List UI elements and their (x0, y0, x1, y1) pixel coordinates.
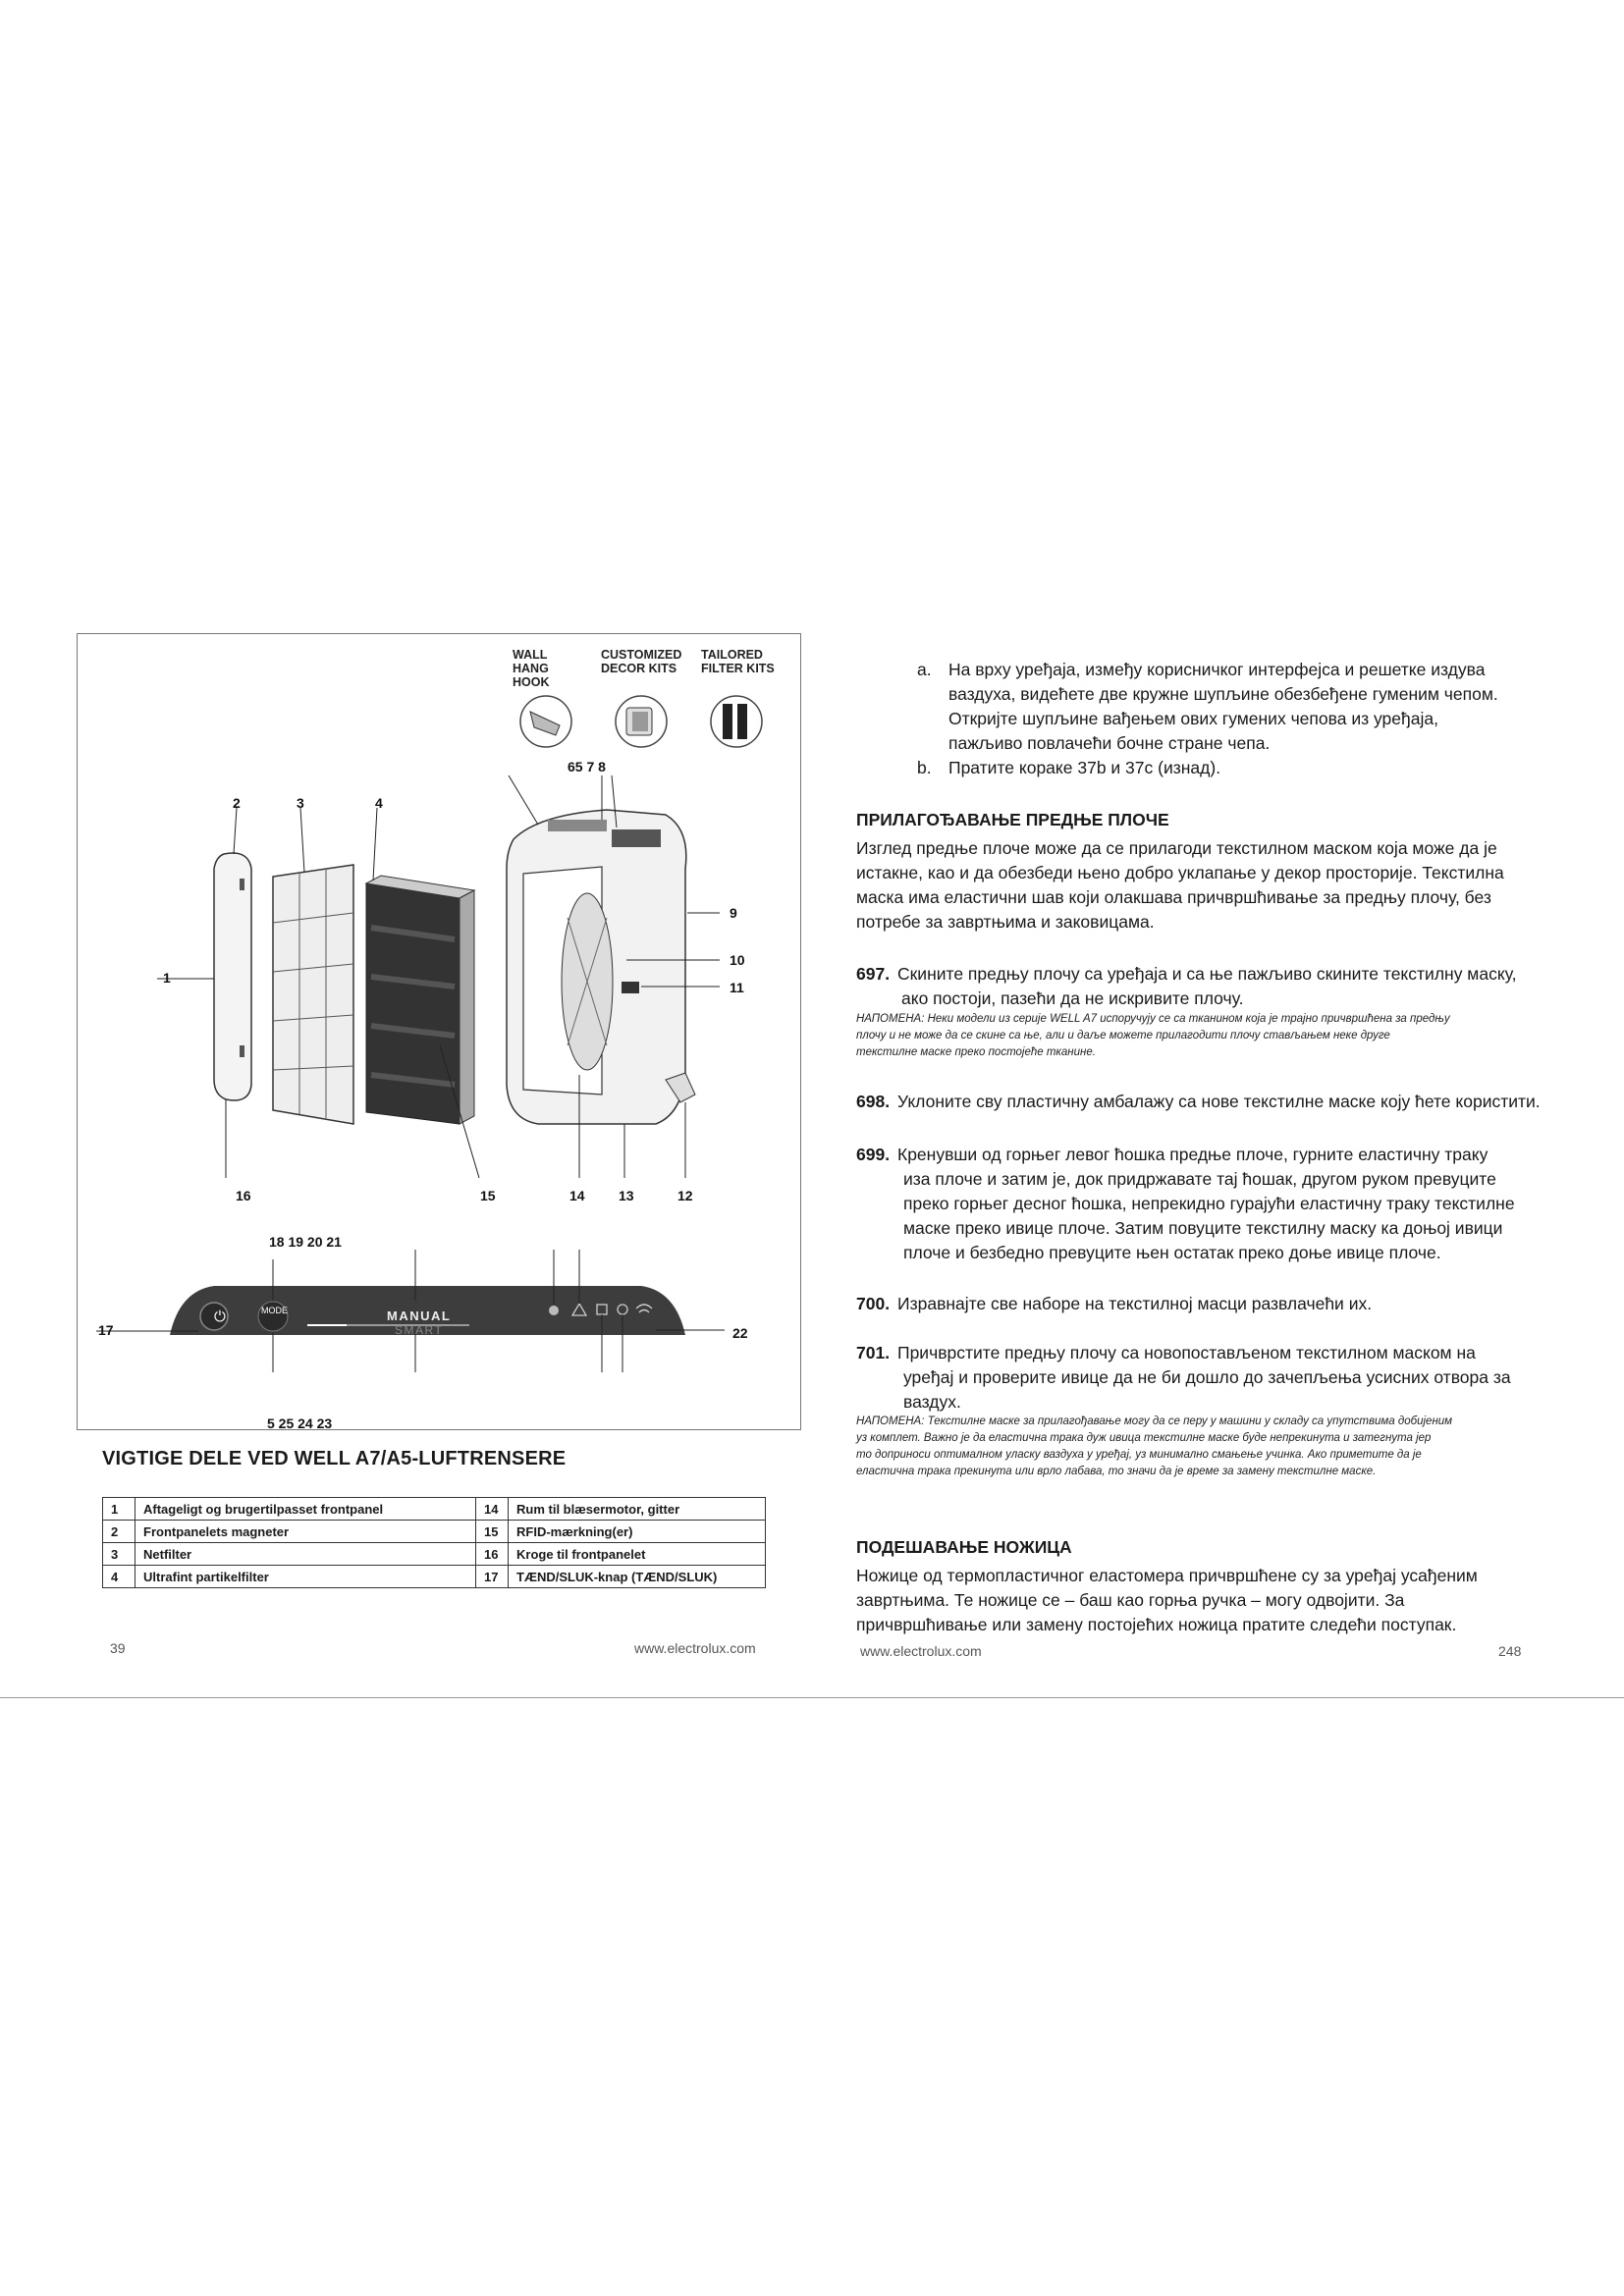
table-cell: 17 (476, 1566, 509, 1588)
table-cell: Rum til blæsermotor, gitter (509, 1498, 766, 1521)
accessory-label-wall-hang-hook: WALL HANG HOOK (513, 648, 550, 689)
step-line: ваздух. (903, 1392, 961, 1412)
item-b-label: b. (917, 758, 932, 777)
page-bottom-rule (0, 1697, 1624, 1698)
table-cell: 14 (476, 1498, 509, 1521)
table-cell: Frontpanelets magneter (135, 1521, 476, 1543)
para-line: истакне, као и да обезбеди њено добро уклапање у декор просторије. Текстилна (856, 863, 1504, 882)
table-cell: 3 (103, 1543, 135, 1566)
step-701-text (897, 1341, 1534, 1415)
note-line: НАПОМЕНА: Текстилне маске за прилагођавање могу да се перу у машини у складу са упутствима добијеним (856, 1415, 1453, 1427)
callout-1: 1 (163, 970, 171, 986)
callout-11: 11 (730, 980, 744, 995)
note-line: то доприноси оптималном уласку ваздуха у уређај, уз минимално смањење учинка. Ако приметите да је (856, 1449, 1422, 1461)
callout-3: 3 (297, 795, 304, 811)
item-a-line: пажљиво повлачећи бочне стране чепа. (948, 733, 1271, 753)
filter-kit-icon (711, 696, 762, 747)
item-a-label: a. (917, 660, 932, 679)
front-panel-part (214, 853, 251, 1100)
step-697-text (897, 962, 1536, 1011)
callout-18-21: 18 19 20 21 (269, 1234, 342, 1250)
table-row (103, 1566, 766, 1588)
table-row (103, 1498, 766, 1521)
callout-13: 13 (619, 1188, 634, 1203)
note-701 (856, 1414, 1534, 1480)
table-row (103, 1521, 766, 1543)
table-cell: Netfilter (135, 1543, 476, 1566)
table-cell: Aftageligt og brugertilpasset frontpanel (135, 1498, 476, 1521)
table-row (103, 1543, 766, 1566)
decor-kit-icon (616, 696, 667, 747)
para-line: завртњима. Те ножице се – баш као горња ручка – могу одвојити. За (856, 1590, 1405, 1610)
para-line: Изглед предње плоче може да се прилагоди текстилном маском која може да је (856, 838, 1497, 858)
para-line: Ножице од термопластичног еластомера причвршћене су за уређај усађеним (856, 1566, 1478, 1585)
item-a-line: На врху уређаја, између корисничког интерфејса и решетке издува (948, 660, 1486, 679)
note-line: текстилне маске преко постојеће тканине. (856, 1046, 1096, 1058)
note-line: плочу и не може да се скине са ње, али и даље можете прилагодити плочу стављањем неке друге (856, 1030, 1390, 1041)
purifier-body-part (507, 810, 695, 1124)
step-line: Кренувши од горњег левог ћошка предње плоче, гурните еластичну траку (897, 1145, 1489, 1164)
table-cell: 1 (103, 1498, 135, 1521)
table-cell: 4 (103, 1566, 135, 1588)
table-cell: RFID-mærkning(er) (509, 1521, 766, 1543)
power-icon: ⏻ (214, 1308, 226, 1325)
para-line: причвршћивање или замену постојећих ножица пратите следећи поступак. (856, 1615, 1457, 1634)
mode-button-label: MODE (261, 1306, 288, 1315)
callout-22: 22 (732, 1325, 748, 1341)
item-a-line: ваздуха, видећете две кружне шупљине обезбеђене гуменим чепом. (948, 684, 1498, 704)
table-cell: TÆND/SLUK-knap (TÆND/SLUK) (509, 1566, 766, 1588)
step-line: ако постоји, пазећи да не искривите плочу. (901, 988, 1244, 1008)
step-700-number: 700. (856, 1294, 891, 1313)
step-line: Скините предњу плочу са уређаја и са ње пажљиво скините текстилну маску, (897, 964, 1517, 984)
parts-section-title: VIGTIGE DELE VED WELL A7/A5-LUFTRENSERE (102, 1448, 567, 1469)
callout-2: 2 (233, 795, 241, 811)
accessory-label-decor-kits: CUSTOMIZED DECOR KITS (601, 648, 682, 675)
left-page-number: 39 (110, 1640, 126, 1656)
step-698-text: Уклоните сву пластичну амбалажу са нове текстилне маске коју ћете користити. (897, 1092, 1541, 1111)
accessory-label-filter-kits: TAILORED FILTER KITS (701, 648, 775, 675)
note-line: уз комплет. Важно је да еластична трака дуж ивица текстилне маске буде непрекинута и затегнута јер (856, 1432, 1432, 1444)
callout-12: 12 (677, 1188, 693, 1203)
smart-mode-label: SMART (395, 1323, 444, 1337)
item-a-line: Откријте шупљине вађењем ових гумених чепова из уређаја, (948, 709, 1438, 728)
callout-16: 16 (236, 1188, 251, 1203)
step-line: уређај и проверите ивице да не би дошло до зачепљења усисних отвора за (903, 1367, 1511, 1387)
step-697-number: 697. (856, 964, 891, 984)
note-line: НАПОМЕНА: Неки модели из серије WELL A7 испоручују се са тканином која је трајно причвршћена за предњу (856, 1013, 1450, 1025)
callout-14: 14 (569, 1188, 585, 1203)
step-line: преко горњег десног ћошка, непрекидно гурајући еластичну траку текстилне (903, 1194, 1515, 1213)
step-line: плоче и безбедно превуците њен остатак преко доње ивице плоче. (903, 1243, 1441, 1262)
table-cell: 2 (103, 1521, 135, 1543)
step-698-number: 698. (856, 1092, 891, 1111)
table-cell: Kroge til frontpanelet (509, 1543, 766, 1566)
step-line: иза плоче и затим је, док придржавате тај ћошак, другом руком превуците (903, 1169, 1496, 1189)
table-cell: 15 (476, 1521, 509, 1543)
step-700-text: Изравнајте све наборе на текстилној масци развлачећи их. (897, 1294, 1373, 1313)
callout-5-23: 5 25 24 23 (267, 1415, 333, 1431)
step-699-text (897, 1143, 1536, 1265)
right-page-number: 248 (1498, 1643, 1522, 1659)
callout-6578: 65 7 8 (568, 759, 606, 774)
callout-10: 10 (730, 952, 745, 968)
step-line: Причврстите предњу плочу са новопостављеном текстилном маском на (897, 1343, 1476, 1362)
para-line: потребе за завртњима и заковицама. (856, 912, 1155, 932)
callout-15: 15 (480, 1188, 496, 1203)
callout-4: 4 (375, 795, 383, 811)
net-filter-part (273, 865, 353, 1124)
table-cell: Ultrafint partikelfilter (135, 1566, 476, 1588)
table-cell: 16 (476, 1543, 509, 1566)
callout-17: 17 (98, 1322, 114, 1338)
left-page-url: www.electrolux.com (634, 1640, 756, 1656)
right-page-url: www.electrolux.com (860, 1643, 982, 1659)
wall-hook-icon (520, 696, 571, 747)
callout-9: 9 (730, 905, 737, 921)
particle-filter-part (366, 876, 474, 1124)
step-699-number: 699. (856, 1145, 891, 1164)
note-line: еластична трака прекинута или врло лабава, то значи да је време за замену текстилне маске. (856, 1466, 1377, 1477)
item-b-text: Пратите кораке 37b и 37c (изнад). (948, 758, 1221, 777)
step-701-number: 701. (856, 1343, 891, 1362)
item-a-text (948, 658, 1530, 756)
heading-front-panel: ПРИЛАГОЂАВАЊЕ ПРЕДЊЕ ПЛОЧЕ (856, 810, 1169, 829)
note-697 (856, 1011, 1534, 1061)
heading-feet: ПОДЕШАВАЊЕ НОЖИЦА (856, 1537, 1072, 1557)
manual-mode-label: MANUAL (387, 1308, 452, 1323)
para-line: маска има еластични шав који олакшава причвршћивање за предњу плочу, без (856, 887, 1491, 907)
step-line: маске преко ивице плоче. Затим повуците текстилну маску ка доњој ивици (903, 1218, 1503, 1238)
parts-table (102, 1497, 766, 1588)
front-panel-paragraph (856, 836, 1534, 934)
feet-paragraph (856, 1564, 1534, 1637)
